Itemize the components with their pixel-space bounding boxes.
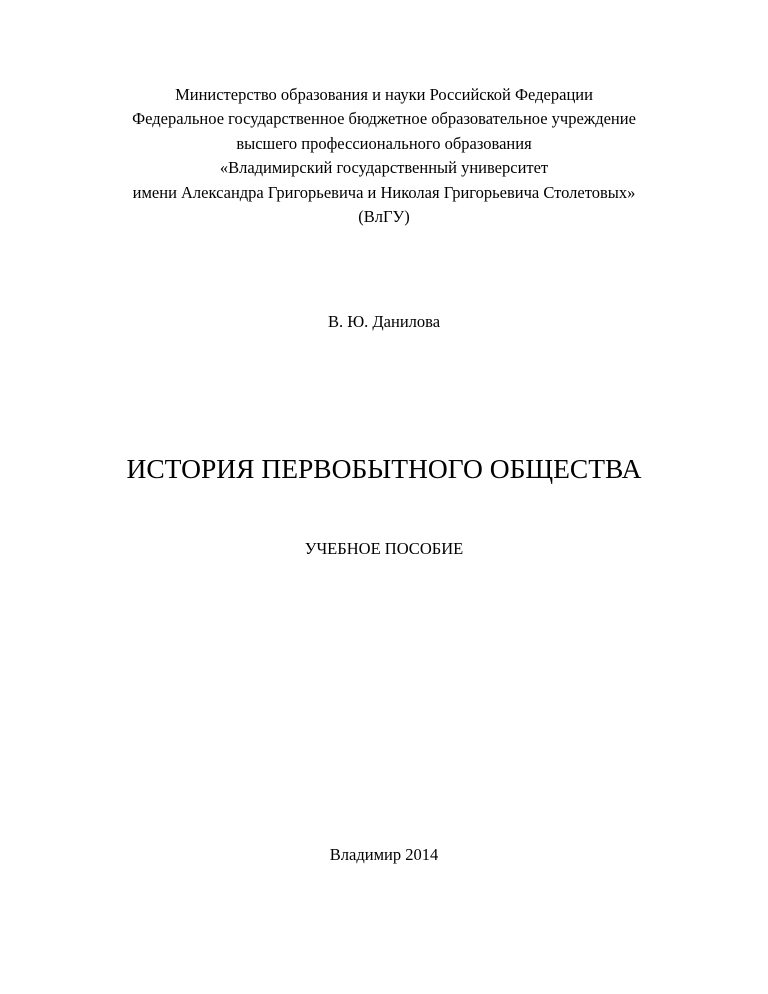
university-named-after-line: имени Александра Григорьевича и Николая Григорьевича Столетовых» xyxy=(132,182,636,202)
institution-header xyxy=(0,83,768,229)
education-level-line: высшего профессионального образования xyxy=(236,133,532,153)
university-abbreviation: (ВлГУ) xyxy=(358,207,410,227)
book-title: ИСТОРИЯ ПЕРВОБЫТНОГО ОБЩЕСТВА xyxy=(126,453,642,484)
institution-type-line: Федеральное государственное бюджетное образовательное учреждение xyxy=(132,109,636,129)
university-name-line: «Владимирский государственный университет xyxy=(219,158,549,178)
author-name: В. Ю. Данилова xyxy=(327,312,441,331)
publication-place-year: Владимир 2014 xyxy=(329,845,439,864)
book-subtitle: УЧЕБНОЕ ПОСОБИЕ xyxy=(304,539,464,558)
ministry-line: Министерство образования и науки Российской Федерации xyxy=(175,85,593,104)
